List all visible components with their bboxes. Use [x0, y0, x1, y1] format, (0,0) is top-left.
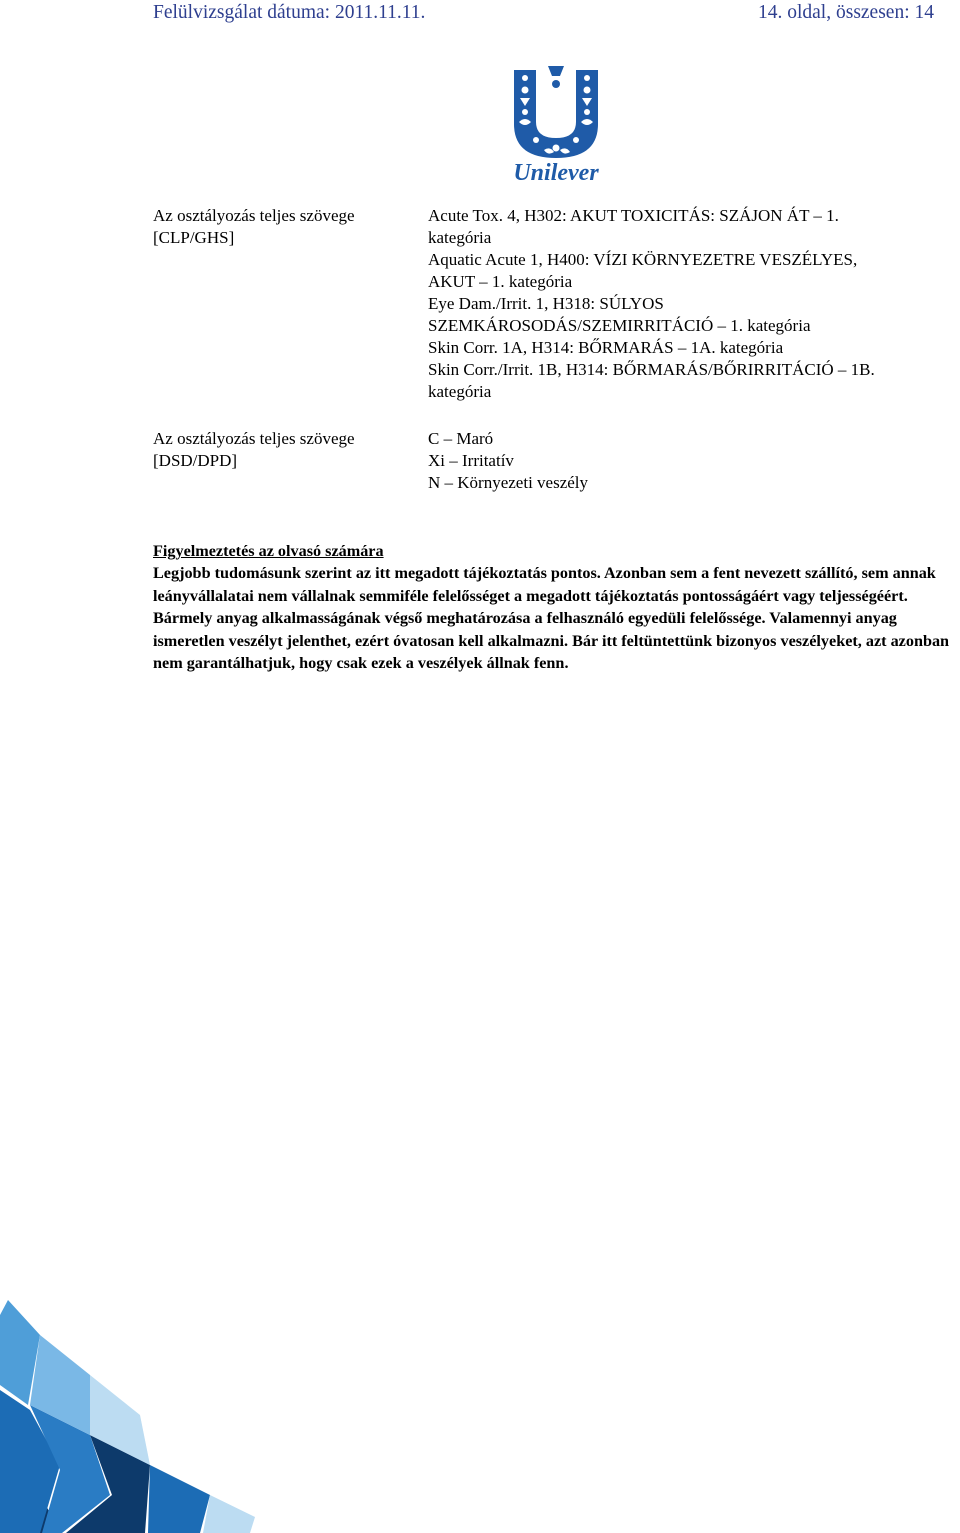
value-line: Aquatic Acute 1, H400: VÍZI KÖRNYEZETRE VESZÉLYES, [428, 250, 858, 269]
classification-dsd-label [153, 428, 413, 472]
notice-title: Figyelmeztetés az olvasó számára [153, 542, 384, 560]
label-line: Az osztályozás teljes szövege [153, 206, 355, 225]
value-line: Eye Dam./Irrit. 1, H318: SÚLYOS [428, 294, 664, 313]
value-line: Acute Tox. 4, H302: AKUT TOXICITÁS: SZÁJON ÁT – 1. [428, 206, 839, 225]
logo-wordmark: Unilever [513, 160, 599, 184]
value-line: SZEMKÁROSODÁS/SZEMIRRITÁCIÓ – 1. kategória [428, 316, 811, 335]
value-line: C – Maró [428, 429, 494, 448]
label-line: Az osztályozás teljes szövege [153, 429, 355, 448]
label-line: [DSD/DPD] [153, 451, 238, 470]
classification-clp-values [428, 205, 948, 403]
reader-notice [153, 540, 953, 674]
value-line: Skin Corr. 1A, H314: BŐRMARÁS – 1A. kategória [428, 338, 784, 357]
page-number: 14. oldal, összesen: 14 [757, 2, 934, 23]
classification-clp-label [153, 205, 413, 249]
value-line: AKUT – 1. kategória [428, 272, 573, 291]
value-line: kategória [428, 228, 492, 247]
decorative-corner-shapes [0, 1295, 260, 1533]
notice-body: Legjobb tudomásunk szerint az itt megadott tájékoztatás pontos. Azonban sem a fent nevezett szállító, sem annak leányvállalatai nem vállalnak semmiféle felelősséget a megadott tájékoztatás pontosságáért vagy teljességéért. Bármely anyag alkalmasságának végső meghatározása a felhasználó egyedüli felelőssége. Valamennyi anyag ismeretlen veszélyt jelenthet, ezért óvatosan kell alkalmazni. Bár itt feltüntettünk bizonyos veszélyeket, azt azonban nem garantálhatjuk, hogy csak ezek a veszélyek állnak fenn. [153, 564, 950, 673]
classification-dsd-values [428, 428, 948, 494]
unilever-logo [500, 64, 612, 184]
label-line: [CLP/GHS] [153, 228, 235, 247]
value-line: kategória [428, 382, 492, 401]
revision-date: Felülvizsgálat dátuma: 2011.11.11. [153, 2, 426, 23]
value-line: N – Környezeti veszély [428, 473, 589, 492]
classification-clp-row [153, 205, 953, 405]
value-line: Skin Corr./Irrit. 1B, H314: BŐRMARÁS/BŐRIRRITÁCIÓ – 1B. [428, 360, 875, 379]
value-line: Xi – Irritatív [428, 451, 514, 470]
classification-dsd-row [153, 428, 953, 498]
